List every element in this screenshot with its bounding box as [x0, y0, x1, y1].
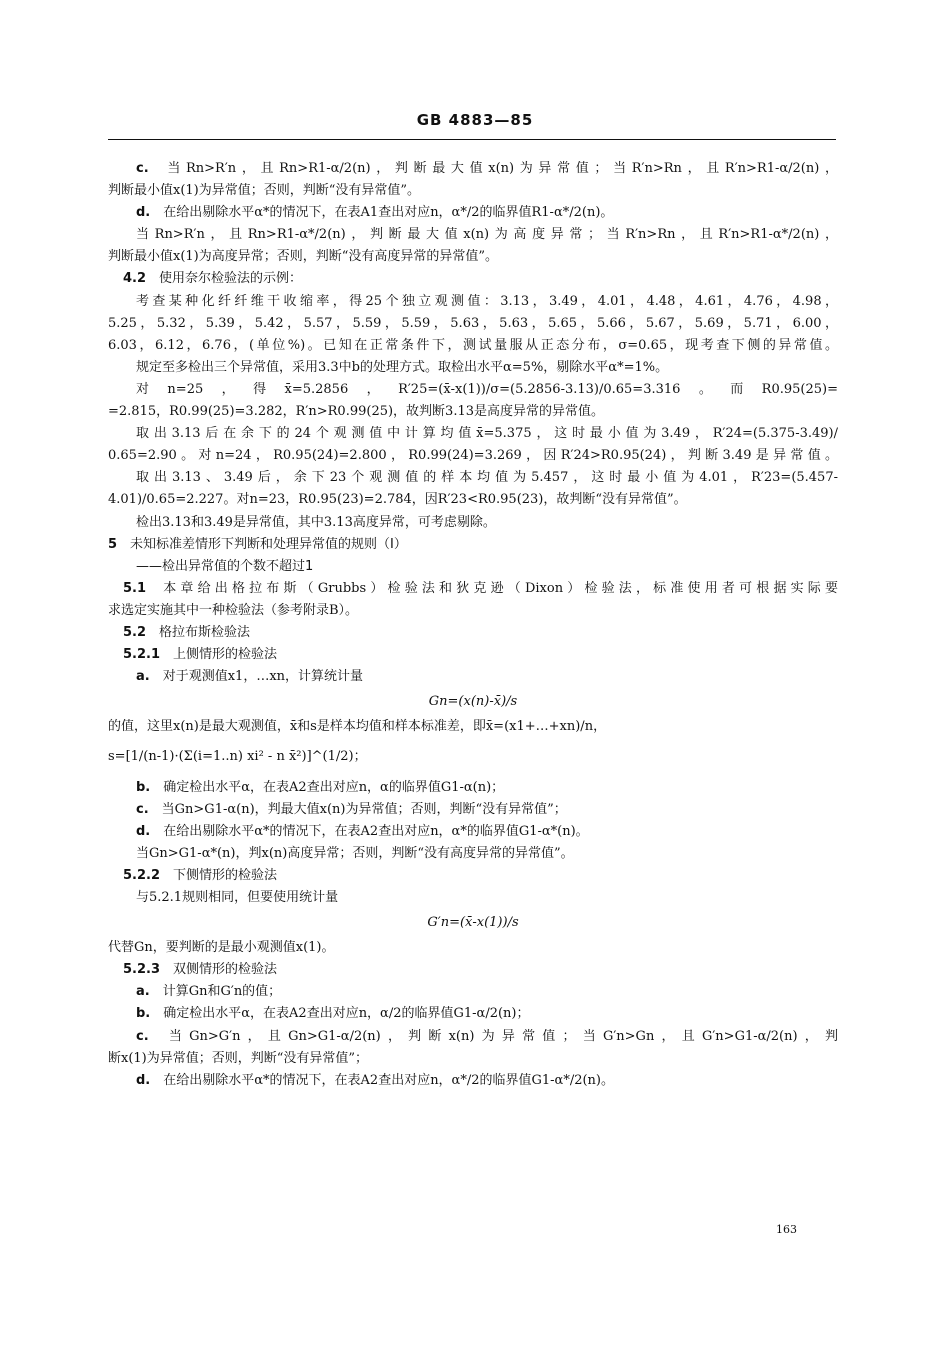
- line-text: 考查某种化纤纤维干收缩率，得25个独立观测值：3.13，3.49，4.01，4.48，4.61，4.76，4.98，: [136, 293, 838, 309]
- item-marker: b.: [136, 779, 164, 795]
- text-line: [108, 716, 838, 738]
- item-marker: a.: [136, 669, 163, 685]
- text-line: [108, 738, 838, 776]
- text-line: [108, 202, 838, 224]
- line-text: 本章给出格拉布斯（Grubbs）检验法和狄克逊（Dixon）检验法，标准使用者可根据实际要: [159, 580, 838, 596]
- text-line: [108, 1026, 838, 1048]
- item-marker: 5.2: [123, 624, 160, 640]
- line-text: 判断最小值x(1)为异常值；否则，判断“没有异常值”。: [108, 183, 421, 199]
- text-line: [108, 600, 838, 622]
- item-marker: c.: [136, 161, 162, 176]
- item-marker: d.: [136, 823, 164, 839]
- line-text: 下侧情形的检验法: [173, 867, 278, 883]
- line-text: 上侧情形的检验法: [173, 647, 278, 663]
- line-text: 对n=25，得x̄=5.2856，R′25=(x̄-x(1))/σ=(5.2856-3.13)/0.65=3.316。而R0.95(25)=: [136, 381, 838, 397]
- text-line: [108, 158, 838, 180]
- item-marker: b.: [136, 1006, 164, 1022]
- line-text: Gn=(x(n)-x̄)/s: [428, 694, 518, 710]
- line-text: 的值，这里x(n)是最大观测值，x̄和s是样本均值和样本标准差，即x̄=(x1+…+xn)/n，: [108, 719, 607, 735]
- line-text: 计算Gn和G′n的值；: [162, 984, 282, 1000]
- page-header: GB 4883—85: [416, 111, 534, 129]
- item-marker: 5.2.2: [123, 867, 174, 883]
- text-line: [108, 865, 838, 887]
- line-text: 在给出剔除水平α*的情况下，在表A2查出对应n，α*的临界值G1-α*(n)。: [163, 823, 589, 839]
- line-text: 在给出剔除水平α*的情况下，在表A2查出对应n，α*/2的临界值G1-α*/2(n)。: [163, 1072, 614, 1088]
- line-text: 取出3.13、3.49后，余下23个观测值的样本均值为5.457，这时最小值为4.01，R′23=(5.457-: [136, 470, 838, 486]
- line-text: 求选定实施其中一种检验法（参考附录B）。: [108, 602, 359, 618]
- line-text: G′n=(x̄-x(1))/s: [427, 915, 519, 931]
- line-text: 与5.2.1规则相同，但要使用统计量: [136, 890, 339, 905]
- line-text: 当Rn>R′n，且Rn>R1-α/2(n)，判断最大值x(n)为异常值；当R′n>Rn，且R′n>R1-α/2(n)，: [161, 161, 838, 176]
- item-marker: c.: [136, 1028, 162, 1044]
- line-text: 对于观测值x1，…xn，计算统计量: [162, 669, 364, 685]
- item-marker: 5.2.3: [123, 962, 174, 978]
- text-line: [108, 912, 838, 934]
- text-line: [108, 423, 838, 445]
- item-marker: 5.2.1: [123, 647, 174, 663]
- text-line: [108, 691, 838, 713]
- text-line: [108, 534, 838, 556]
- line-text: 检出3.13和3.49是异常值，其中3.13高度异常，可考虑剔除。: [136, 514, 496, 530]
- text-line: [108, 821, 838, 843]
- text-line: [108, 268, 838, 290]
- item-marker: c.: [136, 801, 162, 817]
- line-text: 双侧情形的检验法: [173, 962, 278, 978]
- text-line: [108, 556, 838, 578]
- item-marker: d.: [136, 1072, 164, 1088]
- text-line: [108, 981, 838, 1003]
- text-line: [108, 644, 838, 666]
- text-line: [108, 1048, 838, 1070]
- line-text: 格拉布斯检验法: [159, 624, 251, 640]
- line-text: 确定检出水平α，在表A2查出对应n，α的临界值G1-α(n)；: [163, 779, 505, 795]
- line-text: 5.25，5.32，5.39，5.42，5.57，5.59，5.59，5.63，5.63，5.65，5.66，5.67，5.69，5.71，6.00，: [108, 315, 838, 331]
- text-line: [108, 887, 838, 909]
- line-text: 当Rn>R′n，且Rn>R1-α*/2(n)，判断最大值x(n)为高度异常；当R′n>Rn，且R′n>R1-α*/2(n)，: [136, 227, 838, 243]
- text-line: [108, 937, 838, 959]
- item-marker: 5.1: [123, 580, 160, 596]
- text-line: [108, 1003, 838, 1025]
- text-line: [108, 401, 838, 423]
- text-line: [108, 445, 838, 467]
- text-line: [108, 335, 838, 357]
- line-text: 在给出剔除水平α*的情况下，在表A1查出对应n，α*/2的临界值R1-α*/2(n)。: [163, 205, 614, 221]
- line-text: 0.65=2.90。对n=24，R0.95(24)=2.800，R0.99(24)=3.269，因R′24>R0.95(24)，判断3.49是异常值。: [108, 448, 838, 464]
- line-text: =2.815，R0.99(25)=3.282，R′n>R0.99(25)，故判断3.13是高度异常的异常值。: [108, 404, 605, 420]
- text-line: [108, 467, 838, 489]
- text-line: [108, 666, 838, 688]
- item-marker: d.: [136, 205, 164, 221]
- text-line: [108, 1070, 838, 1092]
- text-line: [108, 357, 838, 379]
- text-line: [108, 224, 838, 246]
- line-text: 使用奈尔检验法的示例：: [159, 271, 303, 287]
- line-text: 代替Gn，要判断的是最小观测值x(1)。: [108, 940, 335, 956]
- body-text: [108, 158, 838, 1092]
- line-text: 4.01)/0.65=2.227。对n=23，R0.95(23)=2.784，因R′23<R0.95(23)，故判断“没有异常值”。: [108, 492, 687, 508]
- line-text: 当Gn>G′n，且Gn>G1-α/2(n)，判断x(n)为异常值；当G′n>Gn，且G′n>G1-α/2(n)，判: [161, 1028, 838, 1044]
- line-text: 规定至多检出三个异常值，采用3.3中b的处理方式。取检出水平α=5%，剔除水平α*=1%。: [136, 359, 669, 375]
- text-line: [108, 246, 838, 268]
- item-marker: 5: [108, 536, 131, 552]
- text-line: [108, 291, 838, 313]
- line-text: ——检出异常值的个数不超过1: [136, 558, 314, 574]
- text-line: [108, 180, 838, 202]
- line-text: 确定检出水平α，在表A2查出对应n，α/2的临界值G1-α/2(n)；: [163, 1006, 530, 1022]
- text-line: [108, 843, 838, 865]
- text-line: [108, 489, 838, 511]
- text-line: [108, 578, 838, 600]
- text-line: [108, 313, 838, 335]
- text-line: [108, 512, 838, 534]
- text-line: [108, 622, 838, 644]
- page-number: 163: [776, 1223, 797, 1236]
- line-text: 6.03，6.12，6.76，(单位%)。已知在正常条件下，测试量服从正态分布，σ=0.65，现考查下侧的异常值。: [108, 337, 838, 353]
- text-line: [108, 959, 838, 981]
- text-line: [108, 799, 838, 821]
- line-text: 未知标准差情形下判断和处理异常值的规则（Ⅰ）: [130, 536, 407, 552]
- item-marker: 4.2: [123, 271, 160, 287]
- line-text: 取出3.13后在余下的24个观测值中计算均值x̄=5.375，这时最小值为3.49，R′24=(5.375-3.49)/: [136, 426, 838, 442]
- line-text: 当Gn>G1-α(n)，判最大值x(n)为异常值；否则，判断“没有异常值”；: [161, 801, 567, 817]
- line-text: s=[1/(n-1)·(Σ(i=1..n) xi² - n x̄²)]^(1/2)；: [108, 749, 367, 765]
- line-text: 当Gn>G1-α*(n)，判x(n)高度异常；否则，判断“没有高度异常的异常值”。: [136, 845, 574, 861]
- header-rule: [108, 139, 836, 140]
- text-line: [108, 379, 838, 401]
- line-text: 断x(1)为异常值；否则，判断“没有异常值”；: [108, 1050, 369, 1066]
- line-text: 判断最小值x(1)为高度异常；否则，判断“没有高度异常的异常值”。: [108, 249, 499, 265]
- text-line: [108, 777, 838, 799]
- item-marker: a.: [136, 984, 163, 1000]
